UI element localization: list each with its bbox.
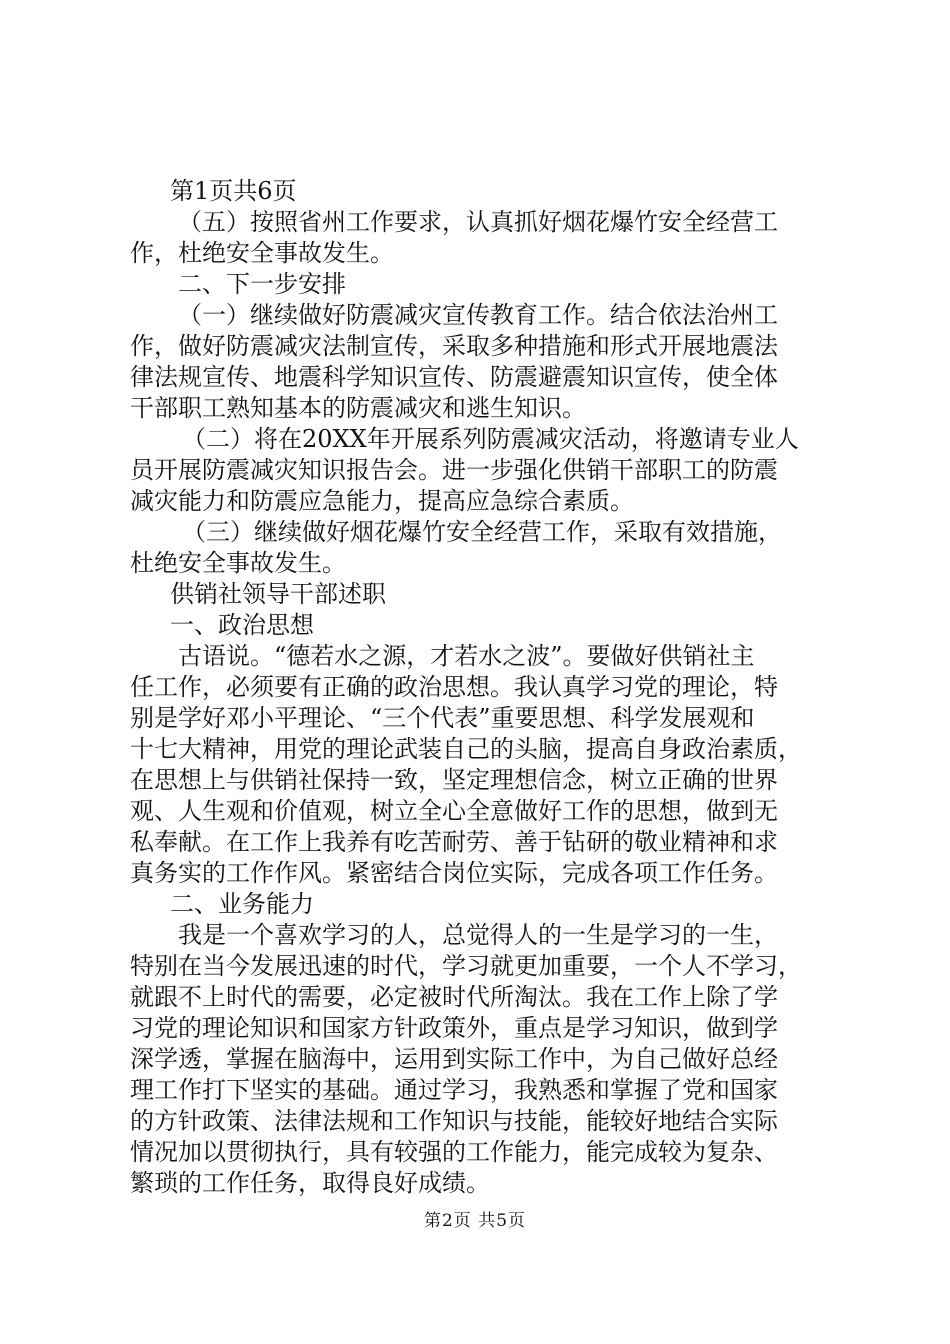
paragraph-line: 观、人生观和价值观，树立全心全意做好工作的思想，做到无	[130, 797, 778, 825]
report-title	[130, 579, 832, 610]
paragraph-line: （二）将在20XX年开展系列防震减灾活动，将邀请专业人	[182, 425, 799, 453]
paragraph-line: 真务实的工作作风。紧密结合岗位实际，完成各项工作任务。	[130, 859, 778, 887]
heading-line: 一、政治思想	[170, 611, 314, 639]
paragraph-line: 情况加以贯彻执行，具有较强的工作能力，能完成较为复杂、	[130, 1138, 778, 1166]
paragraph-line: 理工作打下坚实的基础。通过学习，我熟悉和掌握了党和国家	[130, 1076, 778, 1104]
heading-line: 二、业务能力	[170, 890, 314, 918]
paragraph-line: 作，杜绝安全事故发生。	[130, 239, 394, 267]
paragraph-line: 减灾能力和防震应急能力，提高应急综合素质。	[130, 487, 634, 515]
paragraph-line: 繁琐的工作任务，取得良好成绩。	[130, 1169, 490, 1197]
paragraph-line: （一）继续做好防震减灾宣传教育工作。结合依法治州工	[178, 301, 778, 329]
paragraph-line: 特别在当今发展迅速的时代，学习就更加重要，一个人不学习，	[130, 952, 802, 980]
heading-line: 二、下一步安排	[178, 270, 346, 298]
paragraph-line: 就跟不上时代的需要，必定被时代所淘汰。我在工作上除了学	[130, 983, 778, 1011]
paragraph-line: 杜绝安全事故发生。	[130, 549, 346, 577]
title-line: 供销社领导干部述职	[170, 580, 386, 608]
paragraph-line: 律法规宣传、地震科学知识宣传、防震避震知识宣传，使全体	[130, 363, 778, 391]
paragraph-line: （五）按照省州工作要求，认真抓好烟花爆竹安全经营工	[178, 208, 778, 236]
next-step-3	[130, 517, 832, 579]
paragraph-line: 别是学好邓小平理论、“三个代表”重要思想、科学发展观和	[130, 704, 755, 732]
paragraph-line: 干部职工熟知基本的防震减灾和逃生知识。	[130, 394, 586, 422]
paragraph-line: 我是一个喜欢学习的人，总觉得人的一生是学习的一生，	[178, 921, 778, 949]
paragraph-line: 古语说。“德若水之源，才若水之波”。要做好供销社主	[178, 642, 755, 670]
document-body	[130, 176, 832, 1199]
paragraph-line: 习党的理论知识和国家方针政策外，重点是学习知识，做到学	[130, 1014, 778, 1042]
paragraph-line: 任工作，必须要有正确的政治思想。我认真学习党的理论，特	[130, 673, 778, 701]
section-heading-political	[130, 610, 832, 641]
political-paragraph	[130, 641, 832, 889]
business-paragraph	[130, 920, 832, 1199]
paragraph-line: 深学透，掌握在脑海中，运用到实际工作中，为自己做好总经	[130, 1045, 778, 1073]
paragraph-line: 私奉献。在工作上我养有吃苦耐劳、善于钻研的敬业精神和求	[130, 828, 778, 856]
page-marker: 第1页共6页	[170, 177, 297, 205]
paragraph-line: 的方针政策、法律法规和工作知识与技能，能较好地结合实际	[130, 1107, 778, 1135]
paragraph-item-5	[130, 207, 832, 269]
next-step-2	[130, 424, 832, 517]
paragraph-line: （三）继续做好烟花爆竹安全经营工作，采取有效措施，	[182, 518, 782, 546]
paragraph-line: 在思想上与供销社保持一致，坚定理想信念，树立正确的世界	[130, 766, 778, 794]
next-step-1	[130, 300, 832, 424]
page-footer: 第2页 共5页	[423, 1211, 527, 1231]
paragraph-line: 员开展防震减灾知识报告会。进一步强化供销干部职工的防震	[130, 456, 778, 484]
paragraph-line: 十七大精神，用党的理论武装自己的头脑，提高自身政治素质，	[130, 735, 802, 763]
paragraph-line: 作，做好防震减灾法制宣传，采取多种措施和形式开展地震法	[130, 332, 778, 360]
section-heading-next-steps	[130, 269, 832, 300]
section-heading-business	[130, 889, 832, 920]
